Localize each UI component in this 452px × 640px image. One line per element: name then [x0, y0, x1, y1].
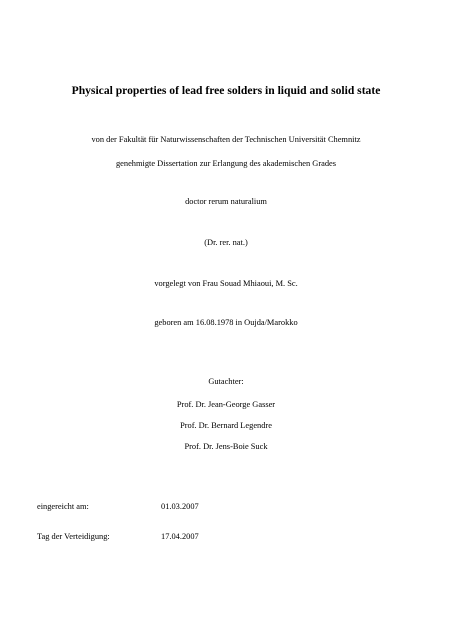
defense-label: Tag der Verteidigung:	[37, 532, 110, 541]
submitted-label: eingereicht am:	[37, 502, 89, 511]
dissertation-title: Physical properties of lead free solders in liquid and solid state	[71, 84, 381, 97]
reviewer-2: Prof. Dr. Bernard Legendre	[180, 421, 272, 430]
degree-abbreviation: (Dr. rer. nat.)	[204, 238, 248, 247]
reviewers-heading: Gutachter:	[208, 377, 244, 386]
presented-by: vorgelegt von Frau Souad Mhiaoui, M. Sc.	[154, 279, 298, 288]
approval-line: genehmigte Dissertation zur Erlangung des akademischen Grades	[115, 159, 336, 168]
defense-date: 17.04.2007	[161, 532, 199, 541]
faculty-line: von der Fakultät für Naturwissenschaften der Technischen Universität Chemnitz	[91, 135, 361, 144]
degree-name: doctor rerum naturalium	[185, 197, 267, 206]
reviewer-1: Prof. Dr. Jean-George Gasser	[176, 400, 276, 409]
reviewer-3: Prof. Dr. Jens-Boie Suck	[184, 442, 268, 451]
birth-info: geboren am 16.08.1978 in Oujda/Marokko	[154, 318, 298, 327]
submitted-date: 01.03.2007	[161, 502, 199, 511]
